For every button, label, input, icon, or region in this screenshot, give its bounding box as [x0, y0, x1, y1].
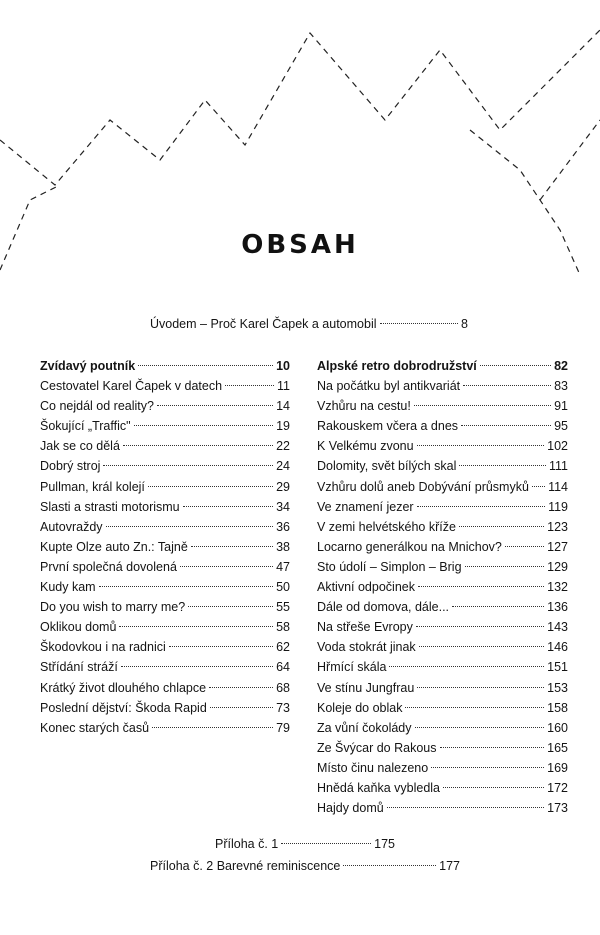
toc-page: 146 [547, 640, 568, 655]
toc-entry [40, 557, 290, 577]
toc-entry [317, 758, 568, 778]
toc-page: 64 [276, 660, 290, 675]
toc-entry [317, 597, 568, 617]
toc-entry [317, 678, 568, 698]
toc-label: Konec starých časů [40, 720, 150, 735]
toc-entry [317, 416, 568, 436]
dot-leader [480, 365, 551, 366]
toc-entry [317, 436, 568, 456]
dot-leader [157, 405, 273, 406]
dot-leader [414, 405, 551, 406]
toc-label: Slasti a strasti motorismu [40, 499, 180, 514]
toc-label: K Velkému zvonu [317, 439, 414, 454]
toc-page: 29 [276, 479, 290, 494]
toc-page: 36 [276, 519, 290, 534]
dot-leader [209, 687, 273, 688]
toc-page: 47 [276, 559, 290, 574]
toc-entry [40, 637, 290, 657]
toc-entry [317, 698, 568, 718]
toc-page: 158 [547, 700, 568, 715]
toc-page: 58 [276, 620, 290, 635]
toc-entry [40, 396, 290, 416]
toc-page: 169 [547, 760, 568, 775]
toc-entry [40, 678, 290, 698]
toc-page: 10 [276, 359, 290, 373]
dot-leader [106, 526, 274, 527]
toc-entry [40, 416, 290, 436]
toc-page: 79 [276, 720, 290, 735]
toc-page: 22 [276, 439, 290, 454]
toc-label: Vzhůru na cestu! [317, 399, 411, 414]
toc-page: 153 [547, 680, 568, 695]
toc-label: Střídání stráží [40, 660, 118, 675]
toc-page: 127 [547, 539, 568, 554]
toc-label: Na střeše Evropy [317, 620, 413, 635]
dot-leader [418, 586, 544, 587]
dot-leader [459, 465, 546, 466]
toc-page: 175 [374, 837, 395, 851]
toc-label: Autovraždy [40, 519, 103, 534]
toc-entry [317, 738, 568, 758]
toc-label: Ve znamení jezer [317, 499, 414, 514]
toc-page: 160 [547, 720, 568, 735]
appendix-entry [215, 834, 395, 854]
toc-label: Jak se co dělá [40, 439, 120, 454]
toc-page: 55 [276, 600, 290, 615]
toc-intro [150, 314, 468, 334]
toc-page: 165 [547, 740, 568, 755]
dot-leader [405, 707, 544, 708]
toc-page: 151 [547, 660, 568, 675]
toc-page: 38 [276, 539, 290, 554]
toc-entry [317, 456, 568, 476]
toc-label: V zemi helvétského kříže [317, 519, 456, 534]
toc-page: 19 [276, 419, 290, 434]
dot-leader [281, 843, 371, 844]
toc-entry [317, 497, 568, 517]
toc-entry [40, 617, 290, 637]
toc-page: 34 [276, 499, 290, 514]
toc-page: 73 [276, 700, 290, 715]
dot-leader [415, 727, 545, 728]
dot-leader [387, 807, 544, 808]
toc-label: Alpské retro dobrodružství [317, 359, 477, 373]
toc-label: První společná dovolená [40, 559, 177, 574]
toc-entry [317, 637, 568, 657]
toc-entry [40, 497, 290, 517]
toc-label: Aktivní odpočinek [317, 580, 415, 594]
section-heading [40, 356, 290, 376]
toc-page: 68 [276, 680, 290, 695]
toc-entry [317, 577, 568, 597]
dot-leader [416, 626, 544, 627]
toc-entry [317, 477, 568, 497]
toc-entry [40, 698, 290, 718]
toc-label: Do you wish to marry me? [40, 600, 186, 615]
toc-page: 82 [554, 359, 568, 373]
dot-leader [505, 546, 544, 547]
toc-entry [40, 436, 290, 456]
toc-page: 14 [276, 399, 290, 414]
toc-page: 24 [276, 459, 290, 474]
toc-entry [40, 597, 290, 617]
toc-label: Co nejdál od reality? [40, 399, 154, 414]
toc-entry [40, 577, 290, 597]
dot-leader [183, 506, 273, 507]
toc-page: 111 [548, 459, 568, 474]
toc-page: 143 [547, 620, 568, 635]
dot-leader [191, 546, 273, 547]
dot-leader [443, 787, 544, 788]
toc-label: Příloha č. 1 [215, 837, 279, 851]
toc-label: Příloha č. 2 Barevné reminiscence [150, 859, 341, 873]
toc-entry [40, 718, 290, 738]
dot-leader [121, 666, 273, 667]
toc-page: 91 [554, 399, 568, 414]
toc-page: 114 [548, 479, 568, 494]
dot-leader [417, 687, 544, 688]
dot-leader [148, 486, 273, 487]
toc-page: 95 [554, 419, 568, 434]
toc-label: Locarno generálkou na Mnichov? [317, 539, 502, 554]
toc-page: 136 [547, 600, 568, 615]
toc-label: Krátký život dlouhého chlapce [40, 680, 207, 695]
toc-label: Dobrý stroj [40, 459, 101, 474]
toc-label: Oklikou domů [40, 620, 117, 635]
dot-leader [180, 566, 273, 567]
toc-entry [317, 617, 568, 637]
dot-leader [452, 606, 544, 607]
toc-label: Šokující „Traffic" [40, 419, 131, 434]
page-title: OBSAH [241, 230, 359, 260]
dot-leader [417, 445, 545, 446]
toc-label: Zvídavý poutník [40, 359, 136, 373]
dot-leader [389, 666, 544, 667]
toc-page: 119 [548, 499, 568, 514]
dot-leader [103, 465, 273, 466]
toc-label: Ze Švýcar do Rakous [317, 740, 437, 755]
toc-entry [317, 778, 568, 798]
toc-entry [40, 657, 290, 677]
dot-leader [380, 323, 459, 324]
toc-label: Kudy kam [40, 580, 96, 594]
dot-leader [134, 425, 274, 426]
toc-label: Poslední dějství: Škoda Rapid [40, 700, 207, 715]
dot-leader [123, 445, 273, 446]
toc-entry [317, 557, 568, 577]
dot-leader [343, 865, 436, 866]
toc-page: 8 [461, 317, 468, 331]
toc-label: Za vůní čokolády [317, 720, 412, 735]
toc-page: 173 [547, 801, 568, 816]
toc-page: 123 [547, 519, 568, 534]
toc-label: Dolomity, svět bílých skal [317, 459, 457, 474]
toc-page: 132 [547, 580, 568, 594]
toc-page: 172 [547, 781, 568, 795]
dot-leader [169, 646, 273, 647]
toc-label: Pullman, král kolejí [40, 479, 145, 494]
toc-entry [317, 718, 568, 738]
toc-label: Sto údolí – Simplon – Brig [317, 559, 462, 574]
appendix-entry [150, 856, 460, 876]
toc-label: Hajdy domů [317, 801, 384, 816]
toc-entry [317, 396, 568, 416]
toc-page: 83 [554, 379, 568, 393]
toc-label: Dále od domova, dále... [317, 600, 450, 615]
dot-leader [188, 606, 273, 607]
toc-entry [317, 537, 568, 557]
toc-entry [317, 657, 568, 677]
toc-entry [317, 798, 568, 818]
toc-label: Úvodem – Proč Karel Čapek a automobil [150, 317, 377, 331]
toc-entry [317, 376, 568, 396]
toc-label: Cestovatel Karel Čapek v datech [40, 379, 223, 393]
toc-label: Koleje do oblak [317, 700, 403, 715]
toc-label: Na počátku byl antikvariát [317, 379, 461, 393]
toc-label: Místo činu nalezeno [317, 760, 429, 775]
toc-label: Voda stokrát jinak [317, 640, 416, 655]
toc-label: Rakouskem včera a dnes [317, 419, 459, 434]
toc-page: 102 [547, 439, 568, 454]
dot-leader [459, 526, 544, 527]
dot-leader [138, 365, 273, 366]
toc-page: 50 [276, 580, 290, 594]
toc-entry [40, 537, 290, 557]
toc-page: 11 [277, 379, 290, 393]
toc-entry [317, 517, 568, 537]
toc-label: Hnědá kaňka vybledla [317, 781, 440, 795]
dot-leader [225, 385, 274, 386]
toc-label: Škodovkou i na radnici [40, 640, 166, 655]
toc-label: Kupte Olze auto Zn.: Tajně [40, 539, 188, 554]
dot-leader [431, 767, 544, 768]
dot-leader [210, 707, 273, 708]
toc-label: Ve stínu Jungfrau [317, 680, 415, 695]
dot-leader [465, 566, 545, 567]
dot-leader [152, 727, 273, 728]
dot-leader [99, 586, 274, 587]
dot-leader [532, 486, 545, 487]
dot-leader [417, 506, 545, 507]
toc-entry [40, 477, 290, 497]
dot-leader [440, 747, 545, 748]
dot-leader [463, 385, 551, 386]
toc-label: Hřmící skála [317, 660, 387, 675]
toc-page: 177 [439, 859, 460, 873]
toc-entry [40, 517, 290, 537]
toc-label: Vzhůru dolů aneb Dobývání průsmyků [317, 479, 529, 494]
dot-leader [419, 646, 544, 647]
dot-leader [119, 626, 273, 627]
toc-page: 62 [276, 640, 290, 655]
toc-page: 129 [547, 559, 568, 574]
dot-leader [461, 425, 551, 426]
toc-entry [40, 376, 290, 396]
section-heading [317, 356, 568, 376]
toc-entry [40, 456, 290, 476]
